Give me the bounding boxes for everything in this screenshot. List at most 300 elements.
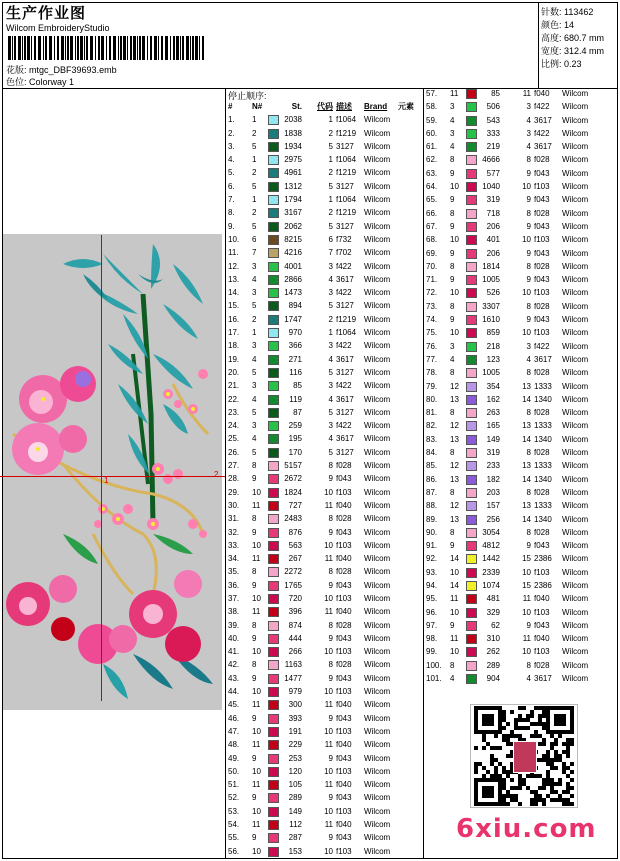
- qr-module: [562, 798, 566, 802]
- cell-needle: 10: [252, 647, 261, 657]
- qr-module: [550, 746, 554, 750]
- qr-module: [562, 742, 566, 746]
- cell-description: f103: [336, 487, 352, 497]
- cell-description: f043: [336, 580, 352, 590]
- barcode-bar: [120, 36, 122, 60]
- table-row: [426, 393, 618, 406]
- barcode-bar: [54, 36, 55, 60]
- cell-needle: 9: [450, 541, 455, 551]
- cell-needle: 5: [252, 447, 257, 457]
- cell-description: 3617: [336, 274, 354, 284]
- qr-module: [534, 802, 538, 806]
- barcode-bar: [182, 36, 184, 60]
- cell-code: 8: [526, 448, 531, 458]
- cell-stitches: 876: [288, 527, 302, 537]
- cell-brand: Wilcom: [562, 195, 589, 205]
- cell-brand: Wilcom: [364, 500, 391, 510]
- cell-stitches: 874: [288, 620, 302, 630]
- cell-stitches: 218: [486, 341, 500, 351]
- cell-stitches: 287: [288, 833, 302, 843]
- cell-brand: Wilcom: [364, 846, 391, 856]
- cell-brand: Wilcom: [562, 554, 589, 564]
- cell-code: 14: [522, 474, 531, 484]
- cell-index: 88.: [426, 501, 438, 511]
- cell-brand: Wilcom: [364, 806, 391, 816]
- qr-module: [478, 762, 482, 766]
- table-row: [228, 446, 423, 459]
- color-swatch: [466, 475, 477, 485]
- qr-finder: [482, 714, 494, 726]
- cell-brand: Wilcom: [562, 168, 589, 178]
- cell-stitches: 1312: [284, 181, 302, 191]
- cell-index: 8.: [228, 208, 235, 218]
- cell-description: f422: [336, 341, 352, 351]
- cell-brand: Wilcom: [364, 155, 391, 165]
- cell-brand: Wilcom: [364, 580, 391, 590]
- cell-stitches: 266: [288, 647, 302, 657]
- cell-code: 4: [526, 674, 531, 684]
- cell-stitches: 4666: [482, 155, 500, 165]
- table-row: [228, 738, 423, 751]
- color-swatch: [466, 142, 477, 152]
- qr-module: [494, 734, 498, 738]
- cell-index: 70.: [426, 261, 438, 271]
- cell-index: 3.: [228, 141, 235, 151]
- color-swatch: [466, 621, 477, 631]
- cell-stitches: 1765: [284, 580, 302, 590]
- color-swatch: [268, 275, 279, 285]
- cell-index: 61.: [426, 142, 438, 152]
- table-row: [228, 299, 423, 312]
- cell-brand: Wilcom: [562, 541, 589, 551]
- cell-code: 5: [328, 221, 333, 231]
- cell-description: f040: [336, 607, 352, 617]
- table-row: [228, 472, 423, 485]
- cell-index: 1.: [228, 115, 235, 125]
- cell-code: 10: [324, 593, 333, 603]
- col-code: 代码: [317, 102, 333, 111]
- cell-description: 2386: [534, 580, 552, 590]
- barcode-bar: [165, 36, 168, 60]
- cell-needle: 3: [252, 261, 257, 271]
- cell-index: 30.: [228, 500, 240, 510]
- cell-code: 10: [324, 766, 333, 776]
- barcode-bar: [113, 36, 116, 60]
- barcode-bar: [176, 36, 179, 60]
- cell-index: 57.: [426, 89, 438, 98]
- cell-stitches: 1473: [284, 288, 302, 298]
- cell-description: f1064: [336, 115, 357, 125]
- barcode-bar: [190, 36, 191, 60]
- cell-stitches: 894: [288, 301, 302, 311]
- qr-module: [526, 718, 530, 722]
- qr-module: [554, 766, 558, 770]
- table-row: [426, 433, 618, 446]
- qr-module: [562, 750, 566, 754]
- cell-index: 100.: [426, 660, 442, 670]
- cell-stitches: 1442: [482, 554, 500, 564]
- cell-needle: 2: [252, 208, 257, 218]
- qr-module: [514, 786, 518, 790]
- qr-module: [550, 790, 554, 794]
- cell-brand: Wilcom: [364, 514, 391, 524]
- color-swatch: [466, 129, 477, 139]
- cell-code: 9: [328, 580, 333, 590]
- cell-description: f422: [336, 381, 352, 391]
- color-swatch: [466, 661, 477, 671]
- cell-code: 3: [328, 261, 333, 271]
- barcode-bar: [186, 36, 189, 60]
- cell-brand: Wilcom: [562, 182, 589, 192]
- qr-module: [522, 706, 526, 710]
- qr-module: [510, 734, 514, 738]
- table-row: [228, 579, 423, 592]
- qr-module: [554, 738, 558, 742]
- cell-description: f103: [336, 687, 352, 697]
- cell-needle: 9: [252, 713, 257, 723]
- cell-code: 5: [328, 407, 333, 417]
- cell-description: f1064: [336, 195, 357, 205]
- qr-module: [494, 758, 498, 762]
- cell-brand: Wilcom: [562, 142, 589, 152]
- color-swatch: [268, 767, 279, 777]
- cell-code: 11: [324, 700, 333, 710]
- qr-module: [538, 794, 542, 798]
- qr-module: [538, 714, 542, 718]
- cell-index: 74.: [426, 315, 438, 325]
- cell-stitches: 149: [486, 434, 500, 444]
- cell-brand: Wilcom: [562, 128, 589, 138]
- qr-module: [558, 754, 562, 758]
- cell-stitches: 300: [288, 700, 302, 710]
- color-swatch: [268, 674, 279, 684]
- table-row: [426, 499, 618, 512]
- file-value: mtgc_DBF39693.emb: [29, 65, 117, 75]
- color-swatch: [268, 341, 279, 351]
- cell-brand: Wilcom: [562, 487, 589, 497]
- cell-description: 1340: [534, 434, 552, 444]
- cell-brand: Wilcom: [562, 248, 589, 258]
- cell-code: 8: [328, 660, 333, 670]
- cell-description: f043: [336, 633, 352, 643]
- cell-code: 1: [328, 195, 333, 205]
- qr-module: [482, 734, 486, 738]
- table-row: [426, 140, 618, 153]
- qr-module: [546, 750, 550, 754]
- cell-needle: 4: [252, 354, 257, 364]
- cell-brand: Wilcom: [364, 328, 391, 338]
- cell-code: 4: [328, 394, 333, 404]
- cell-description: f1219: [336, 208, 357, 218]
- qr-module: [510, 778, 514, 782]
- cell-index: 96.: [426, 607, 438, 617]
- cell-description: f1064: [336, 328, 357, 338]
- table-row: [426, 286, 618, 299]
- cell-brand: Wilcom: [364, 660, 391, 670]
- cell-stitches: 393: [288, 713, 302, 723]
- cell-needle: 10: [252, 687, 261, 697]
- cell-description: 1333: [534, 461, 552, 471]
- qr-module: [530, 722, 534, 726]
- qr-module: [538, 734, 542, 738]
- qr-module: [538, 722, 542, 726]
- cell-index: 40.: [228, 633, 240, 643]
- qr-module: [494, 746, 498, 750]
- qr-module: [538, 742, 542, 746]
- cell-description: 3617: [336, 394, 354, 404]
- cell-code: 4: [526, 142, 531, 152]
- color-swatch: [268, 807, 279, 817]
- table-row: [426, 406, 618, 419]
- cell-brand: Wilcom: [364, 687, 391, 697]
- cell-index: 71.: [426, 275, 438, 285]
- table-row: [426, 645, 618, 658]
- cell-stitches: 120: [288, 766, 302, 776]
- cell-stitches: 206: [486, 221, 500, 231]
- cell-stitches: 563: [288, 540, 302, 550]
- cell-needle: 8: [450, 301, 455, 311]
- cell-code: 13: [522, 501, 531, 511]
- cell-needle: 8: [450, 527, 455, 537]
- cell-index: 66.: [426, 208, 438, 218]
- cell-needle: 4: [450, 674, 455, 684]
- qr-module: [554, 742, 558, 746]
- cell-description: f422: [336, 288, 352, 298]
- table-row: [426, 513, 618, 526]
- cell-needle: 9: [450, 620, 455, 630]
- cell-stitches: 123: [486, 354, 500, 364]
- qr-module: [550, 778, 554, 782]
- cell-brand: Wilcom: [562, 607, 589, 617]
- color-swatch: [268, 647, 279, 657]
- table-row: [228, 619, 423, 632]
- cell-brand: Wilcom: [562, 394, 589, 404]
- cell-needle: 6: [252, 234, 257, 244]
- barcode-bar: [161, 36, 163, 60]
- bamboo-stalk: [143, 294, 153, 524]
- stat-scale: 比例: 0.23: [541, 59, 582, 69]
- table-row: [426, 579, 618, 592]
- cell-needle: 11: [252, 700, 261, 710]
- cell-code: 10: [522, 235, 531, 245]
- table-row: [228, 486, 423, 499]
- cell-brand: Wilcom: [364, 261, 391, 271]
- qr-module: [566, 774, 570, 778]
- cell-needle: 12: [450, 501, 459, 511]
- qr-module: [530, 710, 534, 714]
- cell-description: f028: [534, 368, 550, 378]
- qr-module: [518, 734, 522, 738]
- qr-module: [494, 766, 498, 770]
- qr-module: [562, 802, 566, 806]
- cell-stitches: 8215: [284, 234, 302, 244]
- table-row: [228, 805, 423, 818]
- cell-code: 13: [522, 421, 531, 431]
- barcode-bar: [133, 36, 136, 60]
- cell-code: 3: [526, 341, 531, 351]
- cell-needle: 2: [252, 314, 257, 324]
- qr-module: [514, 726, 518, 730]
- qr-module: [530, 714, 534, 718]
- col-description: 描述: [336, 102, 352, 111]
- cell-index: 28.: [228, 474, 240, 484]
- color-swatch: [466, 262, 477, 272]
- qr-module: [502, 710, 506, 714]
- cell-description: f028: [534, 301, 550, 311]
- col2-divider: [423, 88, 424, 859]
- cell-stitches: 170: [288, 447, 302, 457]
- qr-module: [566, 746, 570, 750]
- cell-code: 14: [522, 434, 531, 444]
- software-name: Wilcom EmbroideryStudio: [6, 23, 110, 33]
- cell-stitches: 354: [486, 381, 500, 391]
- table-row: [426, 592, 618, 605]
- cell-needle: 7: [252, 248, 257, 258]
- cell-needle: 8: [252, 660, 257, 670]
- cell-description: f040: [336, 500, 352, 510]
- table-row: [228, 791, 423, 804]
- cell-needle: 12: [450, 461, 459, 471]
- color-swatch: [466, 182, 477, 192]
- qr-module: [566, 790, 570, 794]
- qr-module: [474, 746, 478, 750]
- cell-description: f103: [534, 235, 550, 245]
- cell-brand: Wilcom: [562, 674, 589, 684]
- qr-module: [486, 770, 490, 774]
- table-row: [426, 380, 618, 393]
- cell-index: 18.: [228, 341, 240, 351]
- cell-brand: Wilcom: [364, 740, 391, 750]
- color-swatch: [268, 168, 279, 178]
- cell-stitches: 253: [288, 753, 302, 763]
- cell-brand: Wilcom: [562, 634, 589, 644]
- cell-code: 11: [324, 500, 333, 510]
- cell-index: 86.: [426, 474, 438, 484]
- cell-needle: 10: [252, 593, 261, 603]
- cell-needle: 9: [450, 248, 455, 258]
- table-row: [426, 340, 618, 353]
- cell-needle: 14: [450, 580, 459, 590]
- cell-needle: 12: [450, 421, 459, 431]
- cell-index: 72.: [426, 288, 438, 298]
- barcode-bar: [158, 36, 159, 60]
- qr-module: [502, 714, 506, 718]
- qr-module: [482, 738, 486, 742]
- cell-needle: 2: [252, 168, 257, 178]
- cell-description: f1219: [336, 314, 357, 324]
- table-row: [426, 220, 618, 233]
- barcode-bar: [70, 36, 73, 60]
- table-row: [228, 605, 423, 618]
- qr-module: [562, 766, 566, 770]
- qr-module: [518, 726, 522, 730]
- cell-stitches: 310: [486, 634, 500, 644]
- color-swatch: [466, 581, 477, 591]
- cell-description: f028: [336, 461, 352, 471]
- cell-description: 1333: [534, 381, 552, 391]
- color-swatch: [466, 102, 477, 112]
- qr-module: [494, 770, 498, 774]
- cell-brand: Wilcom: [562, 235, 589, 245]
- table-row: [228, 166, 423, 179]
- cell-index: 5.: [228, 168, 235, 178]
- table-row: [228, 193, 423, 206]
- cell-code: 9: [328, 753, 333, 763]
- color-swatch: [466, 528, 477, 538]
- cell-description: f028: [534, 487, 550, 497]
- barcode-bar: [139, 36, 141, 60]
- cell-index: 14.: [228, 288, 240, 298]
- center-line-horizontal: [0, 476, 225, 477]
- qr-module: [490, 754, 494, 758]
- cell-needle: 9: [450, 168, 455, 178]
- cell-brand: Wilcom: [364, 314, 391, 324]
- table-row: [228, 645, 423, 658]
- color-swatch: [268, 727, 279, 737]
- page-title: 生产作业图: [6, 5, 87, 22]
- cell-code: 10: [522, 607, 531, 617]
- qr-module: [566, 750, 570, 754]
- cell-brand: Wilcom: [364, 394, 391, 404]
- cell-index: 35.: [228, 567, 240, 577]
- barcode-bar: [150, 36, 152, 60]
- cell-stitches: 727: [288, 500, 302, 510]
- qr-module: [570, 742, 574, 746]
- qr-module: [530, 790, 534, 794]
- color-swatch: [268, 208, 279, 218]
- qr-module: [518, 718, 522, 722]
- cell-code: 9: [526, 195, 531, 205]
- cell-code: 15: [522, 554, 531, 564]
- cell-index: 50.: [228, 766, 240, 776]
- cell-brand: Wilcom: [562, 501, 589, 511]
- cell-description: 1333: [534, 421, 552, 431]
- color-swatch: [466, 647, 477, 657]
- color-swatch: [268, 634, 279, 644]
- cell-description: f043: [336, 713, 352, 723]
- cell-needle: 10: [450, 567, 459, 577]
- cell-stitches: 1794: [284, 195, 302, 205]
- cell-index: 90.: [426, 527, 438, 537]
- barcode-bar: [27, 36, 30, 60]
- cell-code: 4: [328, 354, 333, 364]
- cell-code: 10: [522, 288, 531, 298]
- cell-stitches: 329: [486, 607, 500, 617]
- qr-finder: [482, 786, 494, 798]
- cell-brand: Wilcom: [562, 102, 589, 112]
- qr-module: [522, 726, 526, 730]
- cell-needle: 8: [450, 368, 455, 378]
- cell-description: f040: [336, 780, 352, 790]
- barcode-bar: [154, 36, 157, 60]
- table-row: [228, 818, 423, 831]
- cell-needle: 13: [450, 394, 459, 404]
- cell-index: 16.: [228, 314, 240, 324]
- qr-module: [554, 758, 558, 762]
- qr-module: [490, 746, 494, 750]
- cell-code: 2: [328, 168, 333, 178]
- cell-description: f043: [534, 168, 550, 178]
- cell-needle: 11: [450, 594, 459, 604]
- cell-brand: Wilcom: [562, 620, 589, 630]
- barcode-bar: [14, 36, 16, 60]
- cell-brand: Wilcom: [562, 474, 589, 484]
- cell-code: 1: [328, 328, 333, 338]
- color-swatch: [268, 554, 279, 564]
- cell-needle: 10: [450, 235, 459, 245]
- qr-module: [514, 718, 518, 722]
- cell-index: 45.: [228, 700, 240, 710]
